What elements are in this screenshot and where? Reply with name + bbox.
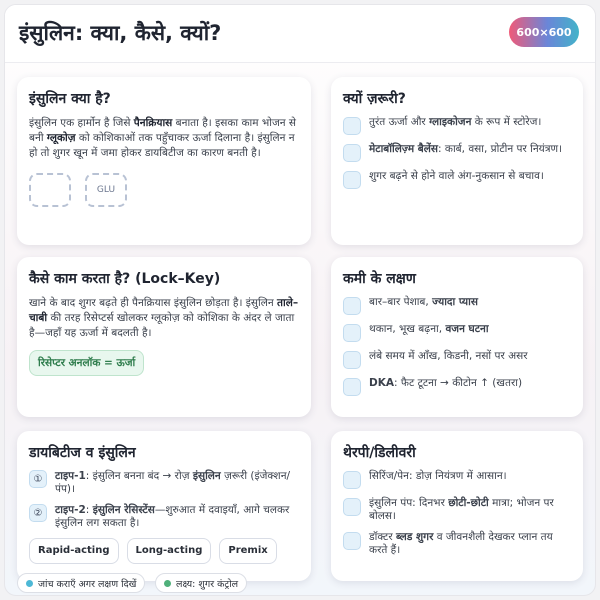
card-title: डायबिटीज व इंसुलिन <box>29 445 136 461</box>
receptor-unlock-tag: रिसेप्टर अनलॉक = ऊर्जा <box>29 350 144 376</box>
insulin-types <box>29 538 299 564</box>
checkbox-icon <box>343 471 361 489</box>
list-item: ② टाइप-2: इंसुलिन रेसिस्टेंस—शुरुआत में दवाइयाँ, आगे चलकर इंसुलिन लग सकता है। <box>29 504 299 530</box>
checkbox-icon <box>343 378 361 396</box>
number-badge: ① <box>29 470 47 488</box>
why-list <box>343 116 571 189</box>
card-diabetes-insulin <box>17 431 311 581</box>
list-item: DKA: फैट टूटना → कीटोन ↑ (खतरा) <box>343 377 571 396</box>
list-item: ① टाइप-1: इंसुलिन बनना बंद → रोज़ इंसुलिन ज़रूरी (इंजेक्शन/पंप)। <box>29 470 299 496</box>
insulin-type-pill: Long-acting <box>127 538 212 564</box>
checkbox-icon <box>343 171 361 189</box>
card-how-it-works <box>17 257 311 417</box>
list-item: शुगर बढ़ने से होने वाले अंग-नुकसान से बचाव। <box>343 170 571 189</box>
card-title: थेरपी/डिलीवरी <box>343 445 416 461</box>
image-placeholder <box>29 173 71 207</box>
card-title: कैसे काम करता है? (Lock–Key) <box>29 271 221 287</box>
size-badge: 600×600 <box>509 17 579 47</box>
diabetes-list <box>29 470 299 530</box>
checkbox-icon <box>343 324 361 342</box>
number-badge: ② <box>29 504 47 522</box>
list-item: लंबे समय में आँख, किडनी, नसों पर असर <box>343 350 571 369</box>
checkbox-icon <box>343 351 361 369</box>
status-dot-icon <box>164 580 171 587</box>
checkbox-icon <box>343 498 361 516</box>
list-item: सिरिंज/पेन: डोज़ नियंत्रण में आसान। <box>343 470 571 489</box>
insulin-type-pill: Rapid-acting <box>29 538 119 564</box>
infographic-frame <box>4 4 596 596</box>
glucose-placeholder: GLU <box>85 173 127 207</box>
page-title: इंसुलिन: क्या, कैसे, क्यों? <box>19 21 222 45</box>
image-placeholders <box>29 173 299 207</box>
header <box>5 5 595 63</box>
card-therapy-delivery <box>331 431 583 581</box>
checkbox-icon <box>343 297 361 315</box>
list-item: बार–बार पेशाब, ज्यादा प्यास <box>343 296 571 315</box>
card-title: क्यों ज़रूरी? <box>343 91 406 107</box>
list-item: मेटाबॉलिज़्म बैलेंस: कार्ब, वसा, प्रोटीन पर नियंत्रण। <box>343 143 571 162</box>
card-deficiency-symptoms <box>331 257 583 417</box>
therapy-list <box>343 470 571 557</box>
status-dot-icon <box>26 580 33 587</box>
list-item: तुरंत ऊर्जा और ग्लाइकोजन के रूप में स्टोरेज। <box>343 116 571 135</box>
insulin-type-pill: Premix <box>219 538 276 564</box>
card-title: इंसुलिन क्या है? <box>29 91 111 107</box>
footer-goal-pill <box>155 573 247 593</box>
symptoms-list <box>343 296 571 396</box>
card-text: इंसुलिन एक हार्मोन है जिसे पैनक्रियास बनाता है। इसका काम भोजन से बनी ग्लूकोज़ को कोशिकाओं तक पहुँचाकर ऊर्जा दिलाना है। इंसुलिन न हो तो शुगर खून में जमा होकर डायबिटीज का कारण बनती है। <box>29 117 297 159</box>
list-item: थकान, भूख बढ़ना, वजन घटना <box>343 323 571 342</box>
footer-right-text: लक्ष्य: शुगर कंट्रोल <box>176 578 239 590</box>
card-why-important <box>331 77 583 245</box>
checkbox-icon <box>343 144 361 162</box>
checkbox-icon <box>343 117 361 135</box>
footer-left-text: जांच कराएँ अगर लक्षण दिखें <box>38 578 137 590</box>
checkbox-icon <box>343 532 361 550</box>
card-title: कमी के लक्षण <box>343 271 416 287</box>
list-item: इंसुलिन पंप: दिनभर छोटी-छोटी मात्रा; भोजन पर बोलस। <box>343 497 571 523</box>
list-item: डॉक्टर ब्लड शुगर व जीवनशैली देखकर प्लान तय करते हैं। <box>343 531 571 557</box>
footer-checkup-pill <box>17 573 145 593</box>
card-text: खाने के बाद शुगर बढ़ते ही पैनक्रियास इंसुलिन छोड़ता है। इंसुलिन ताले–चाबी की तरह रिसेप्टर्स खोलकर ग्लूकोज़ को कोशिका के अंदर ले जाता है—जहाँ यह ऊर्जा में बदलती है। <box>29 297 299 339</box>
card-what-is-insulin <box>17 77 311 245</box>
